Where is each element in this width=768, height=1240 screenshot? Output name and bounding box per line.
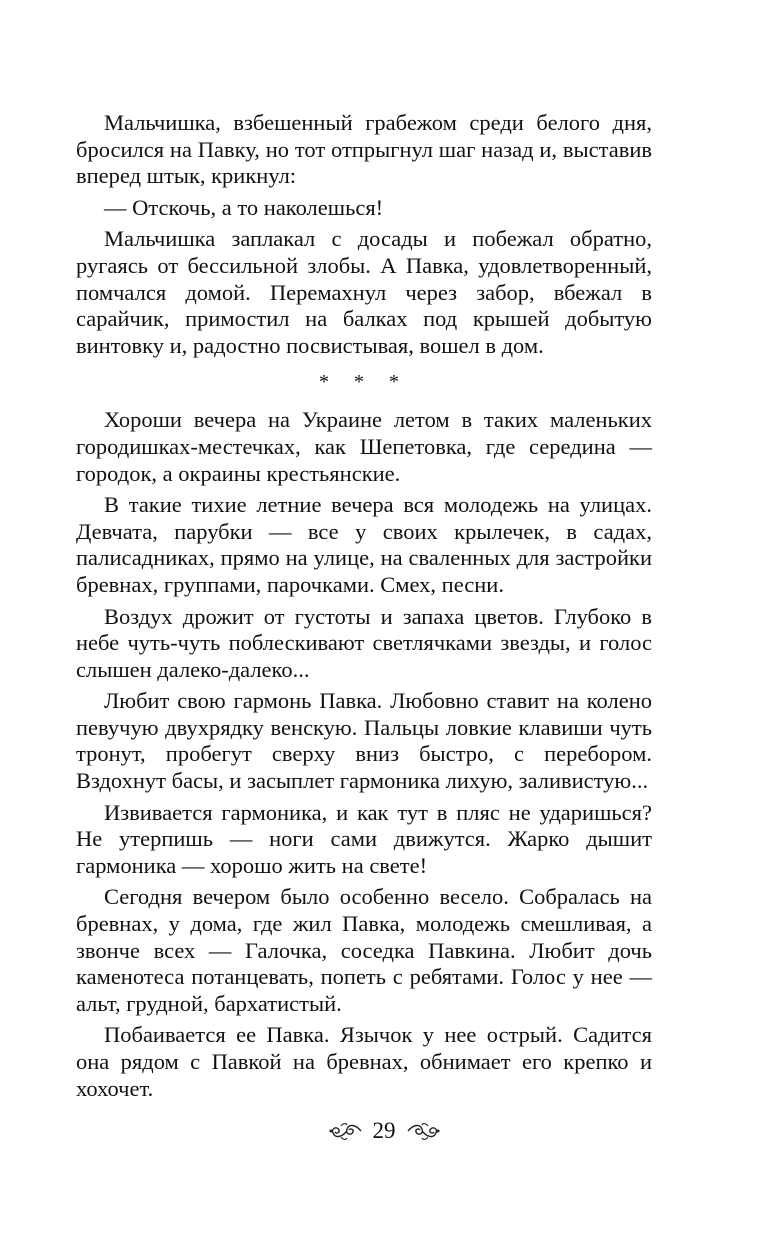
flourish-left-icon bbox=[327, 1120, 363, 1142]
paragraph: Извивается гармоника, и как тут в пляс не ударишься? Не утерпишь — ноги сами движутся. Жарко дышит гармоника — хорошо жить на свете! bbox=[76, 799, 652, 878]
section-separator: * * * bbox=[319, 371, 409, 394]
book-page-text bbox=[76, 110, 652, 1107]
paragraph: Воздух дрожит от густоты и запаха цветов. Глубоко в небе чуть-чуть поблескивают светлячками звезды, и голос слышен далеко-далеко... bbox=[76, 603, 652, 682]
page-footer bbox=[0, 1118, 768, 1144]
paragraph: Любит свою гармонь Павка. Любовно ставит на колено певучую двухрядку венскую. Пальцы ловкие клавиши чуть тронут, пробегут сверху вниз быстро, с перебором. Вздохнут басы, и засыплет гармоника лихую, заливистую... bbox=[76, 688, 652, 794]
page-number: 29 bbox=[372, 1118, 396, 1143]
paragraph: Сегодня вечером было особенно весело. Собралась на бревнах, у дома, где жил Павка, молодежь смешливая, а звонче всех — Галочка, соседка Павкина. Любит дочь каменотеса потанцевать, попеть с ребятами. Голос у нее — альт, грудной, бархатистый. bbox=[76, 884, 652, 1016]
paragraph: Мальчишка, взбешенный грабежом среди белого дня, бросился на Павку, но тот отпрыгнул шаг назад и, выставив вперед штык, крикнул: bbox=[76, 110, 652, 189]
paragraph: Мальчишка заплакал с досады и побежал обратно, ругаясь от бессильной злобы. А Павка, удовлетворенный, помчался домой. Перемахнул через забор, вбежал в сарайчик, примостил на балках под крышей добытую винтовку и, радостно посвистывая, вошел в дом. bbox=[76, 226, 652, 358]
paragraph: Побаивается ее Павка. Язычок у нее острый. Садится она рядом с Павкой на бревнах, обнимает его крепко и хохочет. bbox=[76, 1022, 652, 1101]
flourish-right-icon bbox=[406, 1120, 442, 1142]
paragraph: Хороши вечера на Украине летом в таких маленьких городишках-местечках, как Шепетовка, где середина — городок, а окраины крестьянские. bbox=[76, 407, 652, 486]
paragraph: В такие тихие летние вечера вся молодежь на улицах. Девчата, парубки — все у своих крылечек, в садах, палисадниках, прямо на улице, на сваленных для застройки бревнах, группами, парочками. Смех, песни. bbox=[76, 492, 652, 597]
paragraph-dialogue: — Отскочь, а то наколешься! bbox=[104, 194, 384, 220]
